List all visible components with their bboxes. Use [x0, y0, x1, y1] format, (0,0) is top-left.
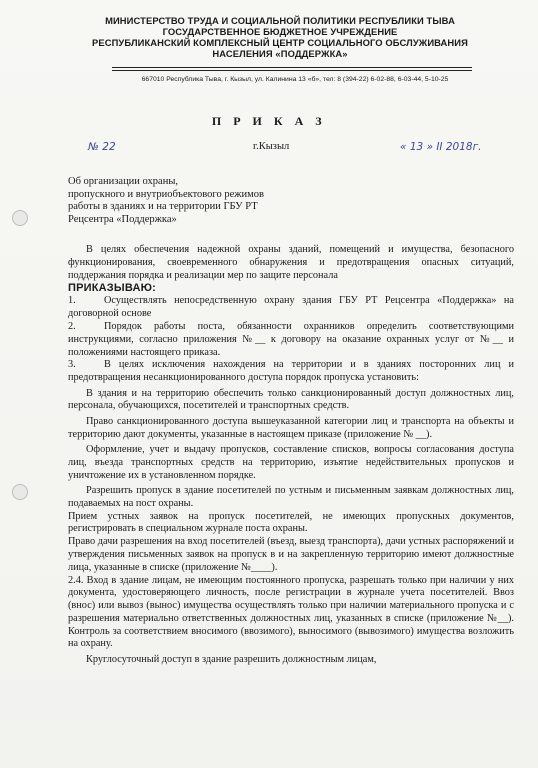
order-item [68, 295, 514, 321]
order-number: № 22 [88, 141, 116, 153]
order-word: ПРИКАЗЫВАЮ: [68, 282, 157, 295]
subject-line: пропускного и внутриобъектового режимов [68, 188, 264, 200]
header-divider [112, 67, 472, 68]
item-number: 2. [68, 320, 76, 332]
punch-hole-mark [12, 210, 28, 226]
header-line: РЕСПУБЛИКАНСКИЙ КОМПЛЕКСНЫЙ ЦЕНТР СОЦИАЛЬНОГО ОБСЛУЖИВАНИЯ [92, 37, 468, 48]
subject-line: работы в зданиях и на территории ГБУ РТ [68, 201, 258, 213]
document-title: П Р И К А З [211, 114, 327, 128]
body-paragraph: Прием устных заявок на пропуск посетителей, не имеющих пропускных документов, регистрировать в специальном журнале поста охраны. [68, 510, 514, 535]
body-paragraph: В здания и на территорию обеспечить только санкционированный доступ должностных лиц, персонала, обучающихся, посетителей и транспортных средств. [68, 387, 514, 412]
subject-line: Рецсентра «Поддержка» [68, 214, 177, 226]
order-subject [68, 176, 328, 227]
header-line: НАСЕЛЕНИЯ «ПОДДЕРЖКА» [212, 48, 348, 59]
order-city: г.Кызыл [253, 141, 290, 152]
organization-header [60, 15, 500, 59]
item-text: В целях исключения нахождения на территории и в зданиях посторонних лиц и предотвращения несанкционированного доступа порядок пропуска установить: [68, 359, 514, 384]
body-paragraph: Разрешить пропуск в здание посетителей по устным и письменным заявкам должностных лиц, подаваемых на пост охраны. [68, 484, 514, 509]
order-item [68, 359, 514, 385]
order-meta-line [88, 141, 508, 157]
item-text: Порядок работы поста, обязанности охранников определить соответствующими инструкциями, согласно приложения №__ к договору на оказание охранных услуг от №__ и положениями настоящего приказа. [68, 320, 514, 358]
punch-hole-mark [12, 484, 28, 500]
subject-line: Об организации охраны, [68, 176, 178, 187]
header-line: ГОСУДАРСТВЕННОЕ БЮДЖЕТНОЕ УЧРЕЖДЕНИЕ [162, 26, 398, 37]
item-number: 1. [68, 295, 76, 307]
item-number: 3. [68, 359, 76, 371]
header-line: МИНИСТЕРСТВО ТРУДА И СОЦИАЛЬНОЙ ПОЛИТИКИ РЕСПУБЛИКИ ТЫВА [105, 15, 455, 26]
item-text: Осуществлять непосредственную охрану здания ГБУ РТ Рецсентра «Поддержка» на договорной основе [68, 295, 514, 320]
body-paragraph: Круглосуточный доступ в здание разрешить должностным лицам, [86, 653, 377, 665]
order-item [68, 321, 514, 359]
header-divider [112, 70, 472, 71]
body-paragraph: Право дачи разрешения на вход посетителей (въезд, выезд транспорта), дачи устных распоряжений и утверждения письменных заявок на пропуск в и на закрепленную территорию имеют должностные лица, указанные в списке (приложение №____). [68, 536, 514, 573]
organization-address: 667010 Республика Тыва, г. Кызыл, ул. Калинина 13 «б», тел: 8 (394-22) 6-02-88, 6-03-44, 5-10-25 [141, 76, 449, 83]
body-paragraph: 2.4. Вход в здание лицам, не имеющим постоянного пропуска, разрешать только при наличии у них документа, удостоверяющего личность, после регистрации в журнале учета посетителей. Ввоз (внос) или вывоз (вынос) имущества осуществлять только при наличии материального пропуска и с разрешения материально ответственных должностных лиц, указанных в списке (приложение №__). Контроль за соответствием вносимого (ввозимого), выносимого (вывозимого) имущества возложить на охрану. [68, 574, 514, 650]
order-body [68, 244, 514, 667]
intro-paragraph: В целях обеспечения надежной охраны зданий, помещений и имущества, безопасного функционирования, своевременного обнаружения и предотвращения опасных ситуаций, поддержания порядка и реализации мер по защите персонала [68, 244, 514, 281]
body-paragraph: Оформление, учет и выдачу пропусков, составление списков, вопросы согласования доступа лиц, въезда транспортных средств на территорию, изъятие недействительных пропусков и уничтожение их в установленном порядке. [68, 443, 514, 481]
order-date: « 13 » II 2018г. [400, 141, 482, 153]
body-paragraph: Право санкционированного доступа вышеуказанной категории лиц и транспорта на объекты и территорию дают документы, указанные в настоящем приказе (приложение № __). [68, 415, 514, 440]
